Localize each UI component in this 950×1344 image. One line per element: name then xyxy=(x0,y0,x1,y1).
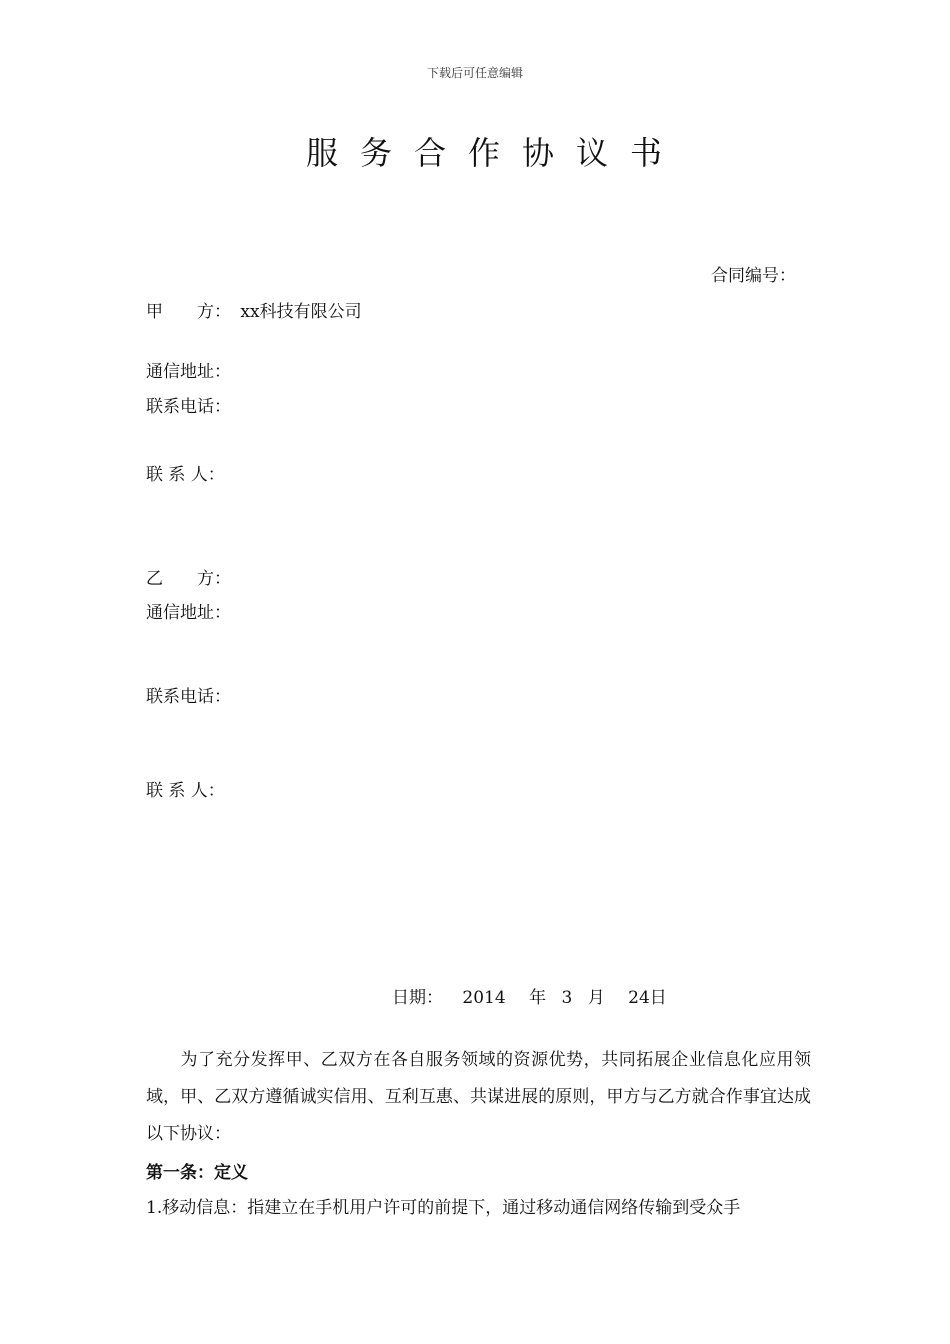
party-a-name-value: xx科技有限公司 xyxy=(240,302,362,322)
date-year-unit: 年 xyxy=(529,988,547,1008)
date-day: 24日 xyxy=(628,988,667,1008)
date-label: 日期： xyxy=(392,988,443,1008)
header-note: 下载后可任意编辑 xyxy=(426,66,523,80)
party-a-name-row xyxy=(146,297,362,322)
article-1-heading: 第一条：定义 xyxy=(146,1163,248,1183)
party-a-name-label: 甲 方： xyxy=(146,302,231,322)
date-month: 3 xyxy=(561,988,573,1008)
date-year: 2014 xyxy=(462,988,506,1008)
contract-number-label: 合同编号： xyxy=(711,266,796,286)
intro-paragraph xyxy=(146,1042,811,1153)
date-line xyxy=(392,983,667,1008)
party-a-contact-label: 联 系 人： xyxy=(146,465,225,485)
document-title: 服务合作协议书 xyxy=(305,134,684,172)
party-b-contact-label: 联 系 人： xyxy=(146,781,225,801)
party-b-name-label: 乙 方： xyxy=(146,569,231,589)
article-1-item-1: 1.移动信息：指建立在手机用户许可的前提下，通过移动通信网络传输到受众手 xyxy=(146,1198,741,1218)
intro-paragraph-text: 为了充分发挥甲、乙双方在各自服务领域的资源优势，共同拓展企业信息化应用领域，甲、乙双方遵循诚实信用、互利互惠、共谋进展的原则，甲方与乙方就合作事宜达成以下协议： xyxy=(146,1050,811,1144)
party-a-address-label: 通信地址： xyxy=(146,362,231,382)
date-month-unit: 月 xyxy=(587,988,605,1008)
party-b-address-label: 通信地址： xyxy=(146,603,231,623)
party-a-phone-label: 联系电话： xyxy=(146,397,231,417)
party-b-phone-label: 联系电话： xyxy=(146,687,231,707)
